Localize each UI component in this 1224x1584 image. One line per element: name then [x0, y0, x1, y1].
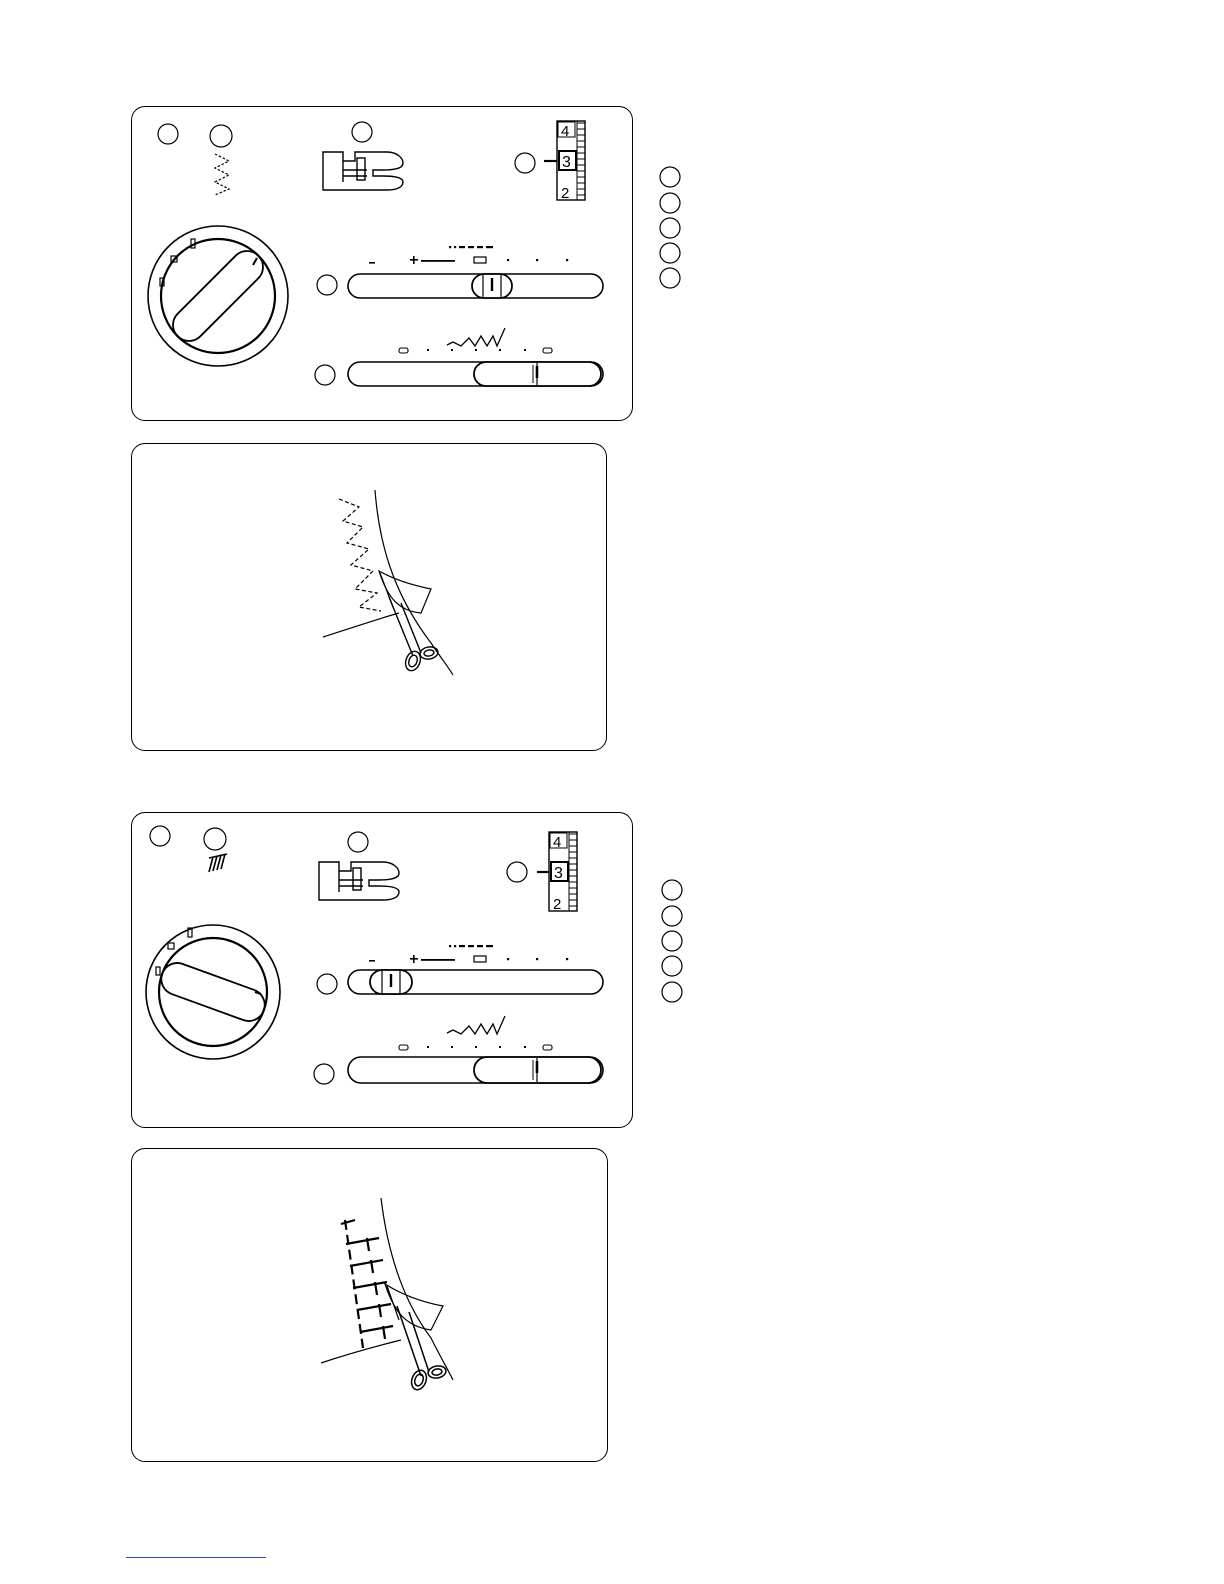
trimming-overedge-illustration	[131, 1148, 608, 1462]
callout-marker	[314, 1064, 334, 1084]
callout-marker	[515, 153, 535, 173]
callout-marker	[204, 828, 226, 850]
legend-marker	[662, 906, 682, 926]
scissors-icon	[389, 597, 439, 673]
tension-label-top: 4	[561, 123, 570, 140]
callout-marker	[507, 862, 527, 882]
callout-marker	[315, 365, 335, 385]
callout-marker	[317, 275, 337, 295]
callout-marker	[317, 974, 337, 994]
tension-label-top: 4	[553, 834, 562, 851]
settings-diagram-zigzag	[131, 106, 633, 421]
pattern-selector-dial	[148, 226, 288, 366]
legend-markers-2	[657, 878, 687, 1008]
legend-marker	[660, 218, 680, 238]
callout-marker	[210, 125, 232, 147]
stitch-length-scale	[369, 246, 568, 264]
tension-label-bottom: 2	[553, 896, 562, 913]
legend-marker	[662, 880, 682, 900]
zigzag-stitch-icon	[215, 154, 229, 195]
settings-diagram-overedge	[131, 812, 633, 1128]
stitch-length-slider[interactable]	[348, 970, 603, 994]
tension-dial	[537, 832, 577, 913]
stitch-length-slider[interactable]	[348, 274, 603, 298]
legend-markers-1	[655, 165, 685, 295]
legend-marker	[662, 982, 682, 1002]
callout-marker	[150, 826, 170, 846]
footer-rule	[126, 1557, 266, 1558]
legend-marker	[660, 268, 680, 288]
legend-marker	[660, 243, 680, 263]
callout-marker	[158, 124, 178, 144]
tension-dial	[544, 121, 585, 202]
callout-marker	[348, 832, 368, 852]
tension-label-selected: 3	[562, 154, 571, 171]
stitch-width-slider[interactable]	[348, 362, 603, 386]
overedge-stitch-icon	[209, 854, 227, 872]
trimming-zigzag-illustration	[131, 443, 607, 751]
legend-marker	[662, 956, 682, 976]
stitch-width-slider[interactable]	[348, 1057, 603, 1083]
legend-marker	[660, 167, 680, 187]
stitch-width-scale	[399, 328, 552, 353]
pattern-selector-dial	[146, 925, 280, 1059]
tension-label-bottom: 2	[561, 185, 570, 202]
tension-label-selected: 3	[554, 865, 563, 882]
legend-marker	[660, 193, 680, 213]
callout-marker	[352, 122, 372, 142]
presser-foot-icon	[319, 862, 399, 900]
legend-marker	[662, 931, 682, 951]
stitch-width-scale	[399, 1016, 552, 1050]
stitch-length-scale	[369, 945, 568, 963]
presser-foot-icon	[323, 152, 403, 190]
